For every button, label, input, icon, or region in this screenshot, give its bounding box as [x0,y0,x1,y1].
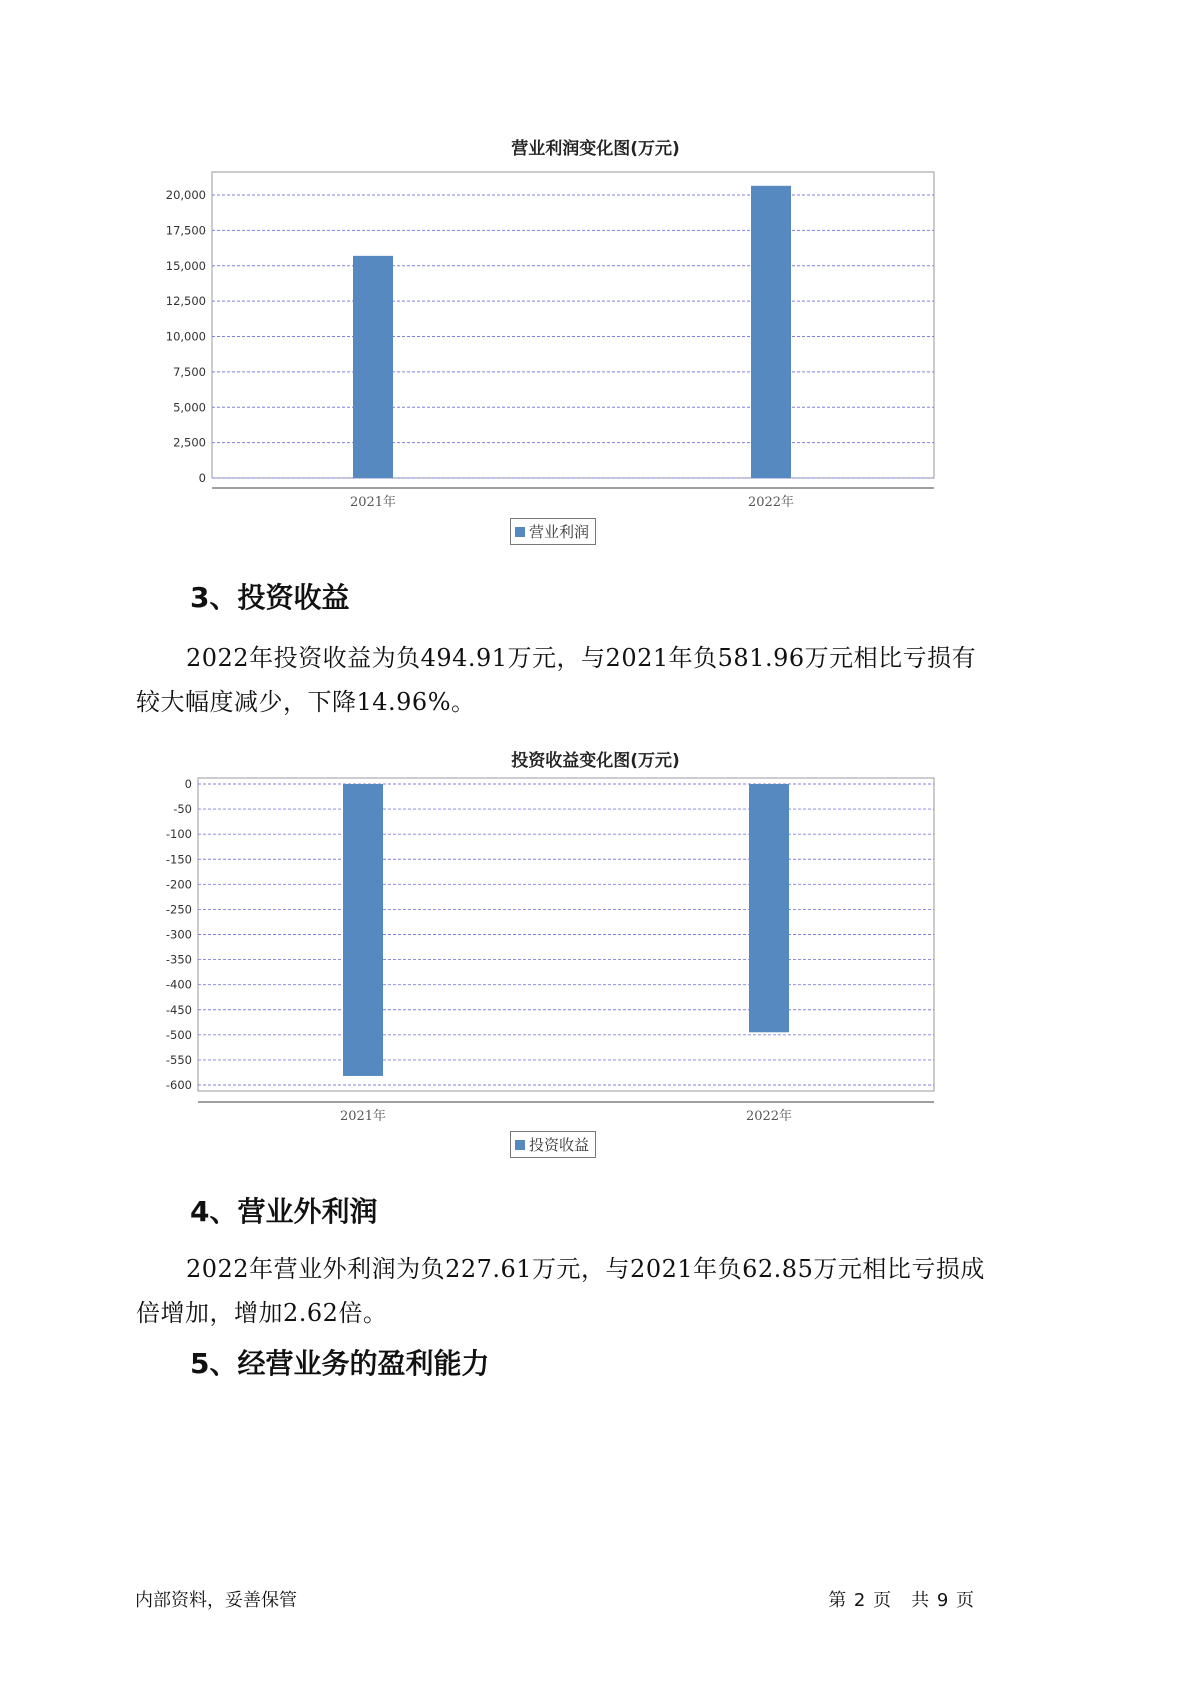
y-tick-label: 2,500 [173,435,206,450]
y-tick-label: 5,000 [173,400,206,415]
y-tick-label: 0 [198,471,206,485]
y-tick-label: -50 [173,802,192,817]
chart1-title: 营业利润变化图(万元) [511,139,680,159]
y-tick-label: -500 [165,1027,192,1042]
x-tick-label: 2021年 [339,1109,387,1124]
y-tick-label: 17,500 [165,223,206,238]
chart1-legend-label: 营业利润 [529,523,590,541]
section4-heading: 4、营业外利润 [190,1195,378,1228]
y-tick-label: -200 [165,877,192,892]
bar-2022年 [749,784,789,1032]
y-tick-label: 7,500 [173,364,206,379]
footer-page-number: 第 2 页 共 9 页 [828,1590,975,1611]
x-tick-label: 2022年 [745,1109,793,1124]
section3-heading: 3、投资收益 [190,581,350,614]
y-tick-label: 20,000 [165,188,206,202]
section5-heading: 5、经营业务的盈利能力 [190,1347,490,1380]
footer-confidential: 内部资料，妥善保管 [135,1590,297,1611]
y-tick-label: -600 [165,1078,192,1092]
y-tick-label: 12,500 [165,294,206,309]
y-tick-label: 15,000 [165,258,206,273]
y-tick-label: -300 [165,927,192,942]
bar-2021年 [343,784,383,1076]
section4-paragraph: 2022年营业外利润为负227.61万元，与2021年负62.85万元相比亏损成倍增加，增加2.62倍。 [136,1255,985,1327]
y-tick-label: -100 [165,827,192,842]
chart2-title: 投资收益变化图(万元) [511,751,680,771]
section3-paragraph: 2022年投资收益为负494.91万元，与2021年负581.96万元相比亏损有较大幅度减少，下降14.96%。 [136,644,977,716]
y-tick-label: -400 [165,977,192,992]
chart2-legend-label: 投资收益 [529,1136,590,1154]
y-tick-label: -450 [165,1002,192,1017]
y-tick-label: -550 [165,1052,192,1067]
y-tick-label: 10,000 [165,329,206,344]
y-tick-label: -350 [165,952,192,967]
y-tick-label: 0 [184,777,192,791]
legend-swatch [515,1140,525,1150]
x-tick-label: 2021年 [349,495,397,510]
chart2-legend [510,1131,596,1158]
x-tick-label: 2022年 [747,495,795,510]
y-tick-label: -250 [165,902,192,917]
y-tick-label: -150 [165,852,192,867]
